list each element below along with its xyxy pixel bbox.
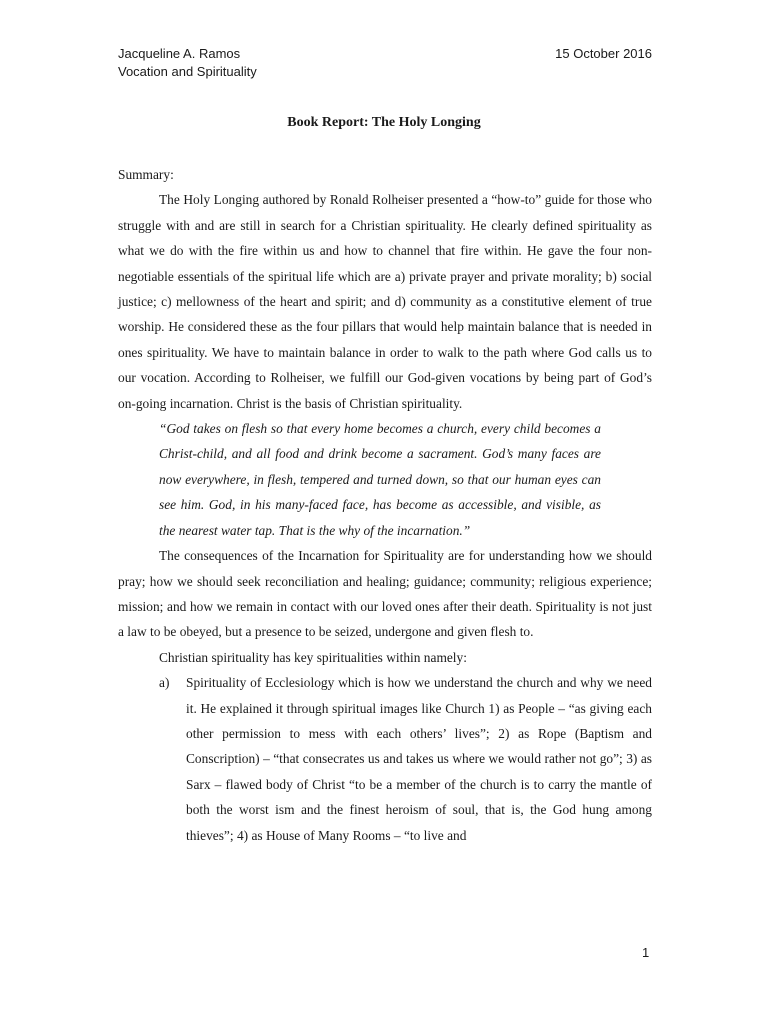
- page-number: 1: [642, 945, 650, 960]
- author-name: Jacqueline A. Ramos: [118, 46, 241, 61]
- report-title: Book Report: The Holy Longing: [287, 115, 481, 130]
- list-item: [159, 670, 652, 848]
- paragraph-intro: The Holy Longing authored by Ronald Rolheiser presented a “how-to” guide for those who struggle with and are still in search for a Christian spirituality. He clearly defined spirituality as what we do with the fire within us and how to channel that fire within. He gave the four non-negotiable essentials of the spiritual life which are a) private prayer and private morality; b) social justice; c) mellowness of the heart and spirit; and d) community as a constitutive element of true worship. He considered these as the four pillars that would help maintain balance that is needed in ones spirituality. We have to maintain balance in order to walk to the path where God calls us to our vocation. According to Rolheiser, we fulfill our God-given vocations by being part of God’s on-going incarnation. Christ is the basis of Christian spirituality.: [118, 192, 652, 411]
- block-quote: “God takes on flesh so that every home becomes a church, every child becomes a Christ-child, and all food and drink become a sacrament. God’s many faces are now everywhere, in flesh, tempered and turned down, so that our human eyes can see him. God, in his many-faced face, has become as accessible, and visible, as the nearest water tap. That is the why of the incarnation.”: [159, 421, 601, 538]
- list-marker: a): [159, 675, 170, 691]
- spiritualities-list: [118, 670, 652, 848]
- paragraph-key-spiritualities: Christian spirituality has key spiritualities within namely:: [159, 649, 467, 665]
- course-name: Vocation and Spirituality: [118, 64, 257, 79]
- paragraph-consequences: The consequences of the Incarnation for Spirituality are for understanding how we should pray; how we should seek reconciliation and healing; guidance; community; religious experience; mission; and how we remain in contact with our loved ones after their death. Spirituality is not just a law to be obeyed, but a presence to be seized, undergone and given flesh to.: [118, 548, 652, 640]
- report-body: [118, 162, 652, 848]
- summary-label: Summary:: [118, 167, 174, 182]
- document-header: [118, 45, 652, 81]
- list-item-text: Spirituality of Ecclesiology which is how we understand the church and why we need it. He explained it through spiritual images like Church 1) as People – “as giving each other permission to mess with each others’ lives”; 2) as Rope (Baptism and Conscription) – “that consecrates us and takes us where we would rather not go”; 3) as Sarx – flawed body of Christ “to be a member of the church is to carry the mantle of both the worst ism and the finest heroism of soul, that is, the God hung among thieves”; 4) as House of Many Rooms – “to live and: [186, 675, 652, 843]
- report-date: 15 October 2016: [555, 46, 652, 61]
